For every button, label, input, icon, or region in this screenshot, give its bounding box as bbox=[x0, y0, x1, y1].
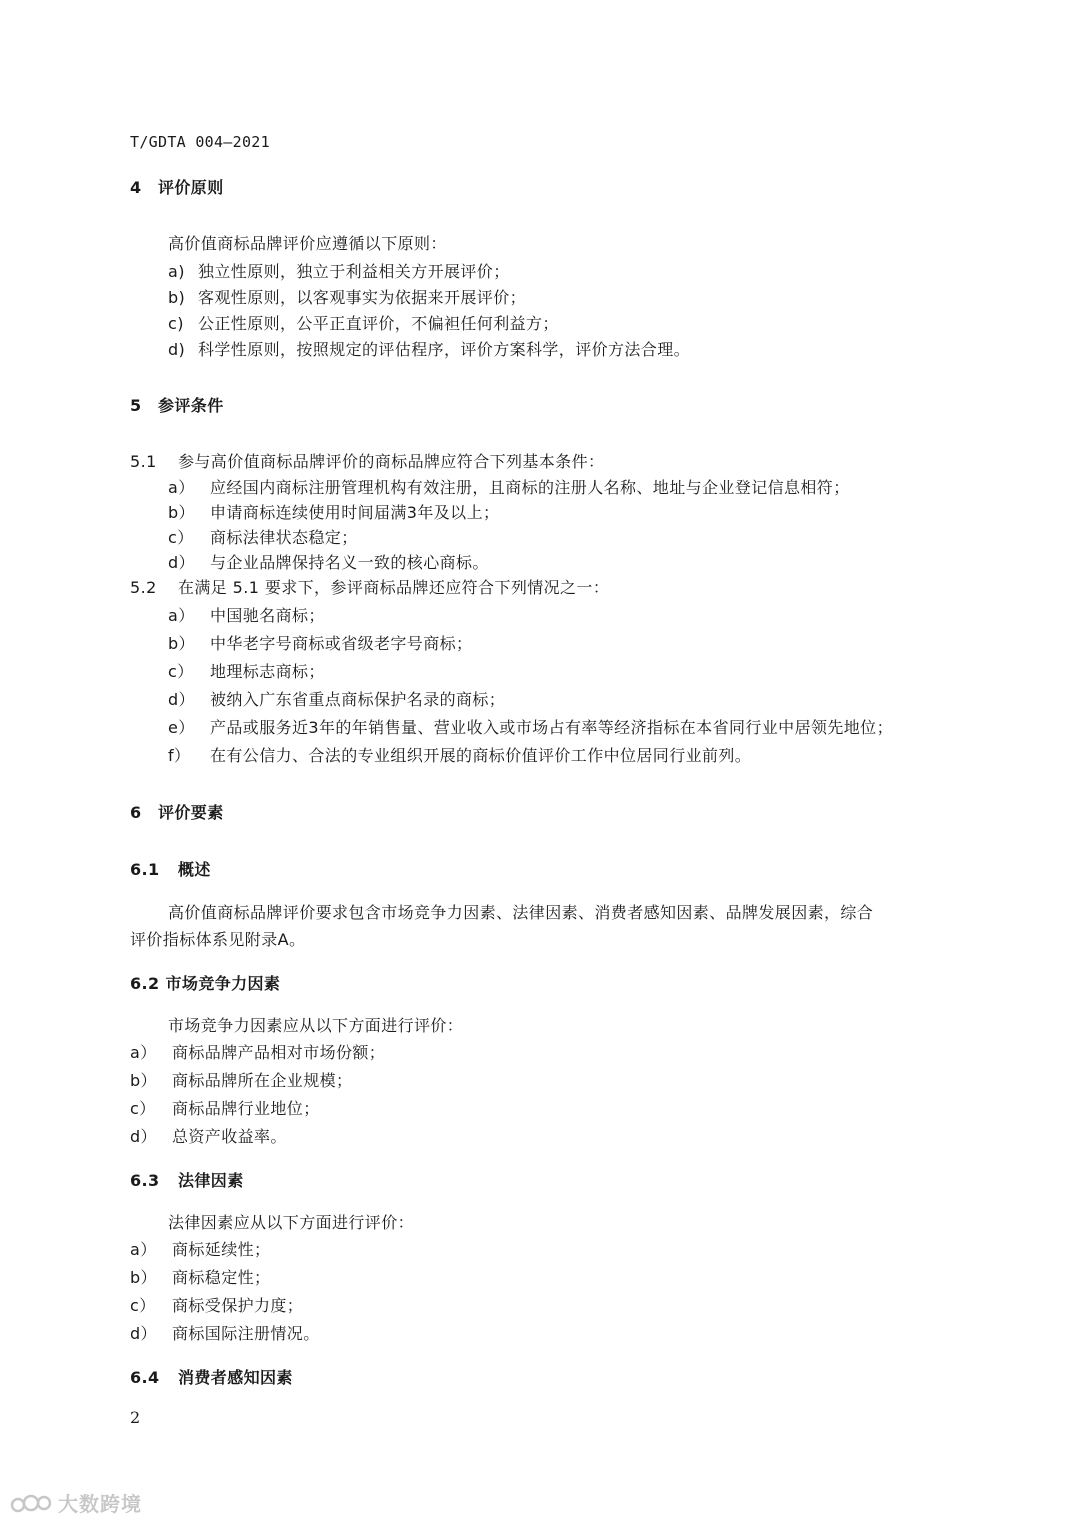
section-number: 6 bbox=[130, 803, 142, 822]
list-item: c） 商标品牌行业地位； bbox=[130, 1099, 320, 1118]
clause-number: 5.1 bbox=[130, 452, 157, 471]
list-item: b） 申请商标连续使用时间届满3年及以上； bbox=[168, 503, 500, 522]
clause-text: 参与高价值商标品牌评价的商标品牌应符合下列基本条件： bbox=[178, 452, 605, 471]
list-item: d） 与企业品牌保持名义一致的核心商标。 bbox=[168, 553, 489, 572]
section-title: 参评条件 bbox=[158, 396, 224, 415]
list-item: a） 应经国内商标注册管理机构有效注册，且商标的注册人名称、地址与企业登记信息相符； bbox=[168, 478, 850, 497]
clause-5-2 bbox=[130, 578, 609, 598]
section-4-intro: 高价值商标品牌评价应遵循以下原则： bbox=[168, 234, 447, 253]
section-6-heading bbox=[130, 803, 224, 823]
clause-6-1-heading bbox=[130, 860, 211, 880]
clause-text: 在满足 5.1 要求下，参评商标品牌还应符合下列情况之一： bbox=[178, 578, 610, 597]
list-item: b） 商标品牌所在企业规模； bbox=[130, 1071, 353, 1090]
list-item: c） 商标法律状态稳定； bbox=[168, 528, 358, 547]
clause-number: 5.2 bbox=[130, 578, 157, 597]
paragraph-line: 高价值商标品牌评价要求包含市场竞争力因素、法律因素、消费者感知因素、品牌发展因素，综合 bbox=[168, 903, 874, 922]
clause-title: 消费者感知因素 bbox=[178, 1368, 293, 1387]
list-item: c） 商标受保护力度； bbox=[130, 1296, 304, 1315]
list-item: a） 商标品牌产品相对市场份额； bbox=[130, 1043, 386, 1062]
list-item: c） 地理标志商标； bbox=[168, 662, 325, 681]
clause-title: 概述 bbox=[178, 860, 211, 879]
section-4-heading bbox=[130, 178, 224, 198]
list-item: d） 商标国际注册情况。 bbox=[130, 1324, 320, 1343]
list-item: d） 总资产收益率。 bbox=[130, 1127, 287, 1146]
paragraph-line: 评价指标体系见附录A。 bbox=[130, 930, 306, 949]
page-number: 2 bbox=[130, 1408, 141, 1427]
section-title: 评价要素 bbox=[158, 803, 224, 822]
list-item: d） 被纳入广东省重点商标保护名录的商标； bbox=[168, 690, 506, 709]
clause-intro: 市场竞争力因素应从以下方面进行评价： bbox=[168, 1016, 464, 1035]
clause-intro: 法律因素应从以下方面进行评价： bbox=[168, 1213, 415, 1232]
list-item: b） 商标稳定性； bbox=[130, 1268, 271, 1287]
list-item: a） 商标延续性； bbox=[130, 1240, 271, 1259]
clause-6-4-heading bbox=[130, 1368, 293, 1388]
watermark-logo-icon bbox=[10, 1491, 52, 1515]
section-title: 评价原则 bbox=[158, 178, 224, 197]
list-item: c) 公正性原则，公平正直评价，不偏袒任何利益方； bbox=[168, 314, 559, 333]
watermark-text: 大数跨境 bbox=[58, 1492, 142, 1516]
list-item: a） 中国驰名商标； bbox=[168, 606, 325, 625]
list-item: b) 客观性原则，以客观事实为依据来开展评价； bbox=[168, 288, 527, 307]
clause-number: 6.1 bbox=[130, 860, 160, 879]
clause-title: 法律因素 bbox=[178, 1171, 244, 1190]
section-number: 4 bbox=[130, 178, 142, 197]
clause-number: 6.3 bbox=[130, 1171, 160, 1190]
list-item: d) 科学性原则，按照规定的评估程序，评价方案科学，评价方法合理。 bbox=[168, 340, 691, 359]
list-item: f） 在有公信力、合法的专业组织开展的商标价值评价工作中位居同行业前列。 bbox=[168, 746, 752, 765]
list-item: b） 中华老字号商标或省级老字号商标； bbox=[168, 634, 473, 653]
document-id: T/GDTA 004—2021 bbox=[130, 133, 270, 151]
clause-5-1 bbox=[130, 452, 604, 472]
watermark bbox=[10, 1488, 142, 1517]
section-number: 5 bbox=[130, 396, 142, 415]
clause-6-3-heading bbox=[130, 1171, 244, 1191]
section-5-heading bbox=[130, 396, 224, 416]
clause-6-2-heading: 6.2 市场竞争力因素 bbox=[130, 974, 281, 993]
list-item: e） 产品或服务近3年的年销售量、营业收入或市场占有率等经济指标在本省同行业中居领先地位； bbox=[168, 718, 893, 737]
clause-number: 6.4 bbox=[130, 1368, 160, 1387]
list-item: a) 独立性原则，独立于利益相关方开展评价； bbox=[168, 262, 510, 281]
